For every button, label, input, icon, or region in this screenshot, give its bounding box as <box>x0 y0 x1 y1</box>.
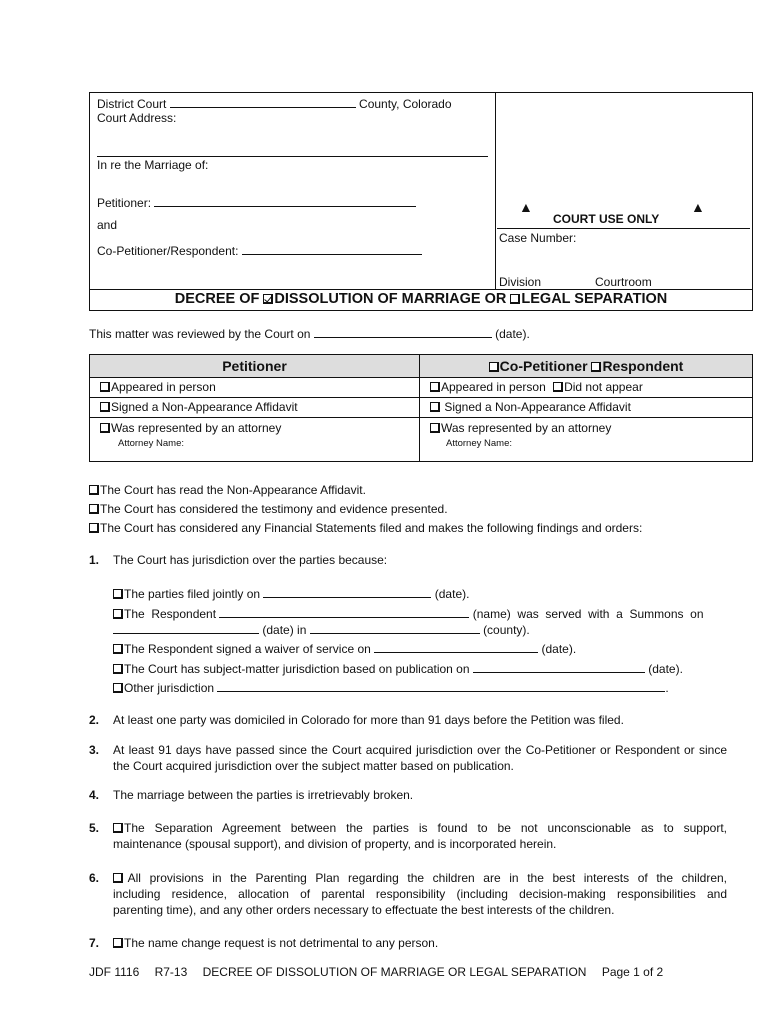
separation-agreement-checkbox[interactable] <box>113 823 123 833</box>
reviewed-line: This matter was reviewed by the Court on (date). <box>89 327 530 341</box>
co-petitioner-line: Co-Petitioner/Respondent: <box>97 243 422 258</box>
row-divider <box>90 417 752 418</box>
petitioner-header: Petitioner <box>90 355 419 378</box>
publication-date-field[interactable] <box>473 661 645 673</box>
form-revision: R7-13 <box>154 965 188 979</box>
and-label: and <box>97 218 118 232</box>
finding-testimony[interactable]: The Court has considered the testimony and evidence presented. <box>89 501 448 517</box>
respondent-appearance: Appeared in person Did not appear <box>430 380 643 395</box>
courtroom-label[interactable]: Courtroom <box>595 275 652 289</box>
checkbox[interactable] <box>100 382 110 392</box>
jurisdiction-served-cont: (date) in (county). <box>113 622 530 638</box>
respondent-attorney[interactable]: Was represented by an attorney <box>430 421 611 436</box>
case-number-label[interactable]: Case Number: <box>499 231 577 245</box>
respondent-name-field[interactable] <box>219 606 469 618</box>
county-served-field[interactable] <box>310 622 480 634</box>
jurisdiction-waiver: The Respondent signed a waiver of service on (date). <box>113 641 576 657</box>
co-petitioner-checkbox[interactable] <box>489 362 499 372</box>
legal-separation-checkbox[interactable] <box>510 294 520 304</box>
jurisdiction-joint: The parties filed jointly on (date). <box>113 586 469 602</box>
respondent-signed-affidavit[interactable]: Signed a Non-Appearance Affidavit <box>430 400 631 415</box>
co-petitioner-field[interactable] <box>242 243 422 255</box>
checkbox[interactable] <box>100 402 110 412</box>
parenting-plan-checkbox[interactable] <box>113 873 123 883</box>
checkbox[interactable] <box>89 504 99 514</box>
waiver-date-field[interactable] <box>374 641 538 653</box>
caption-right-panel <box>495 93 752 289</box>
page-number: Page 1 of 2 <box>601 965 664 979</box>
checkbox[interactable] <box>100 423 110 433</box>
checkbox[interactable] <box>113 589 123 599</box>
respondent-did-not-appear-checkbox[interactable] <box>553 382 563 392</box>
checkbox[interactable] <box>430 402 440 412</box>
triangle-up-icon: ▲ <box>691 199 705 215</box>
divider <box>97 156 488 157</box>
form-id: JDF 1116 <box>89 965 140 979</box>
checkbox[interactable] <box>113 683 123 693</box>
caption-box <box>89 92 753 290</box>
name-change-checkbox[interactable] <box>113 938 123 948</box>
divider <box>497 228 750 229</box>
jurisdiction-publication: The Court has subject-matter jurisdiction based on publication on (date). <box>113 661 683 677</box>
checkbox[interactable] <box>113 609 123 619</box>
jurisdiction-other: Other jurisdiction . <box>113 680 669 696</box>
review-date-field[interactable] <box>314 326 492 338</box>
footer-title: DECREE OF DISSOLUTION OF MARRIAGE OR LEGAL SEPARATION <box>202 965 587 979</box>
petitioner-line: Petitioner: <box>97 195 416 210</box>
checkbox[interactable] <box>113 664 123 674</box>
respondent-appeared-checkbox[interactable] <box>430 382 440 392</box>
respondent-attorney-name[interactable]: Attorney Name: <box>446 438 512 449</box>
county-field[interactable] <box>170 96 356 108</box>
petitioner-attorney[interactable]: Was represented by an attorney <box>100 421 281 436</box>
other-jurisdiction-field[interactable] <box>217 680 665 692</box>
caption-left-panel <box>90 93 496 289</box>
division-label[interactable]: Division <box>499 275 542 289</box>
joint-date-field[interactable] <box>263 586 431 598</box>
checkbox[interactable] <box>113 644 123 654</box>
finding-financial[interactable]: The Court has considered any Financial Statements filed and makes the following findings and orders: <box>89 520 642 536</box>
respondent-checkbox[interactable] <box>591 362 601 372</box>
petitioner-signed-affidavit[interactable]: Signed a Non-Appearance Affidavit <box>100 400 298 415</box>
petitioner-attorney-name[interactable]: Attorney Name: <box>118 438 184 449</box>
finding-nonappearance[interactable]: The Court has read the Non-Appearance Affidavit. <box>89 482 366 498</box>
petitioner-appeared[interactable]: Appeared in person <box>100 380 216 395</box>
checkbox[interactable] <box>430 423 440 433</box>
respondent-header: Co-Petitioner Respondent <box>420 355 752 378</box>
row-divider <box>90 397 752 398</box>
jurisdiction-served: The Respondent (name) was served with a Summons on <box>113 606 704 622</box>
summons-date-field[interactable] <box>113 622 259 634</box>
triangle-up-icon: ▲ <box>519 199 533 215</box>
footer <box>89 964 663 980</box>
court-use-only-label: COURT USE ONLY <box>553 212 660 226</box>
checkbox[interactable] <box>89 485 99 495</box>
parties-table <box>89 354 753 462</box>
in-re-label: In re the Marriage of: <box>97 158 209 172</box>
checkbox[interactable] <box>89 523 99 533</box>
petitioner-field[interactable] <box>154 195 416 207</box>
court-address-label: Court Address: <box>97 111 177 125</box>
dissolution-checkbox[interactable] <box>263 294 273 304</box>
court-line: District Court County, Colorado <box>97 97 452 111</box>
decree-title: DECREE OF DISSOLUTION OF MARRIAGE OR LEGAL SEPARATION <box>89 289 753 311</box>
column-divider <box>419 355 420 461</box>
